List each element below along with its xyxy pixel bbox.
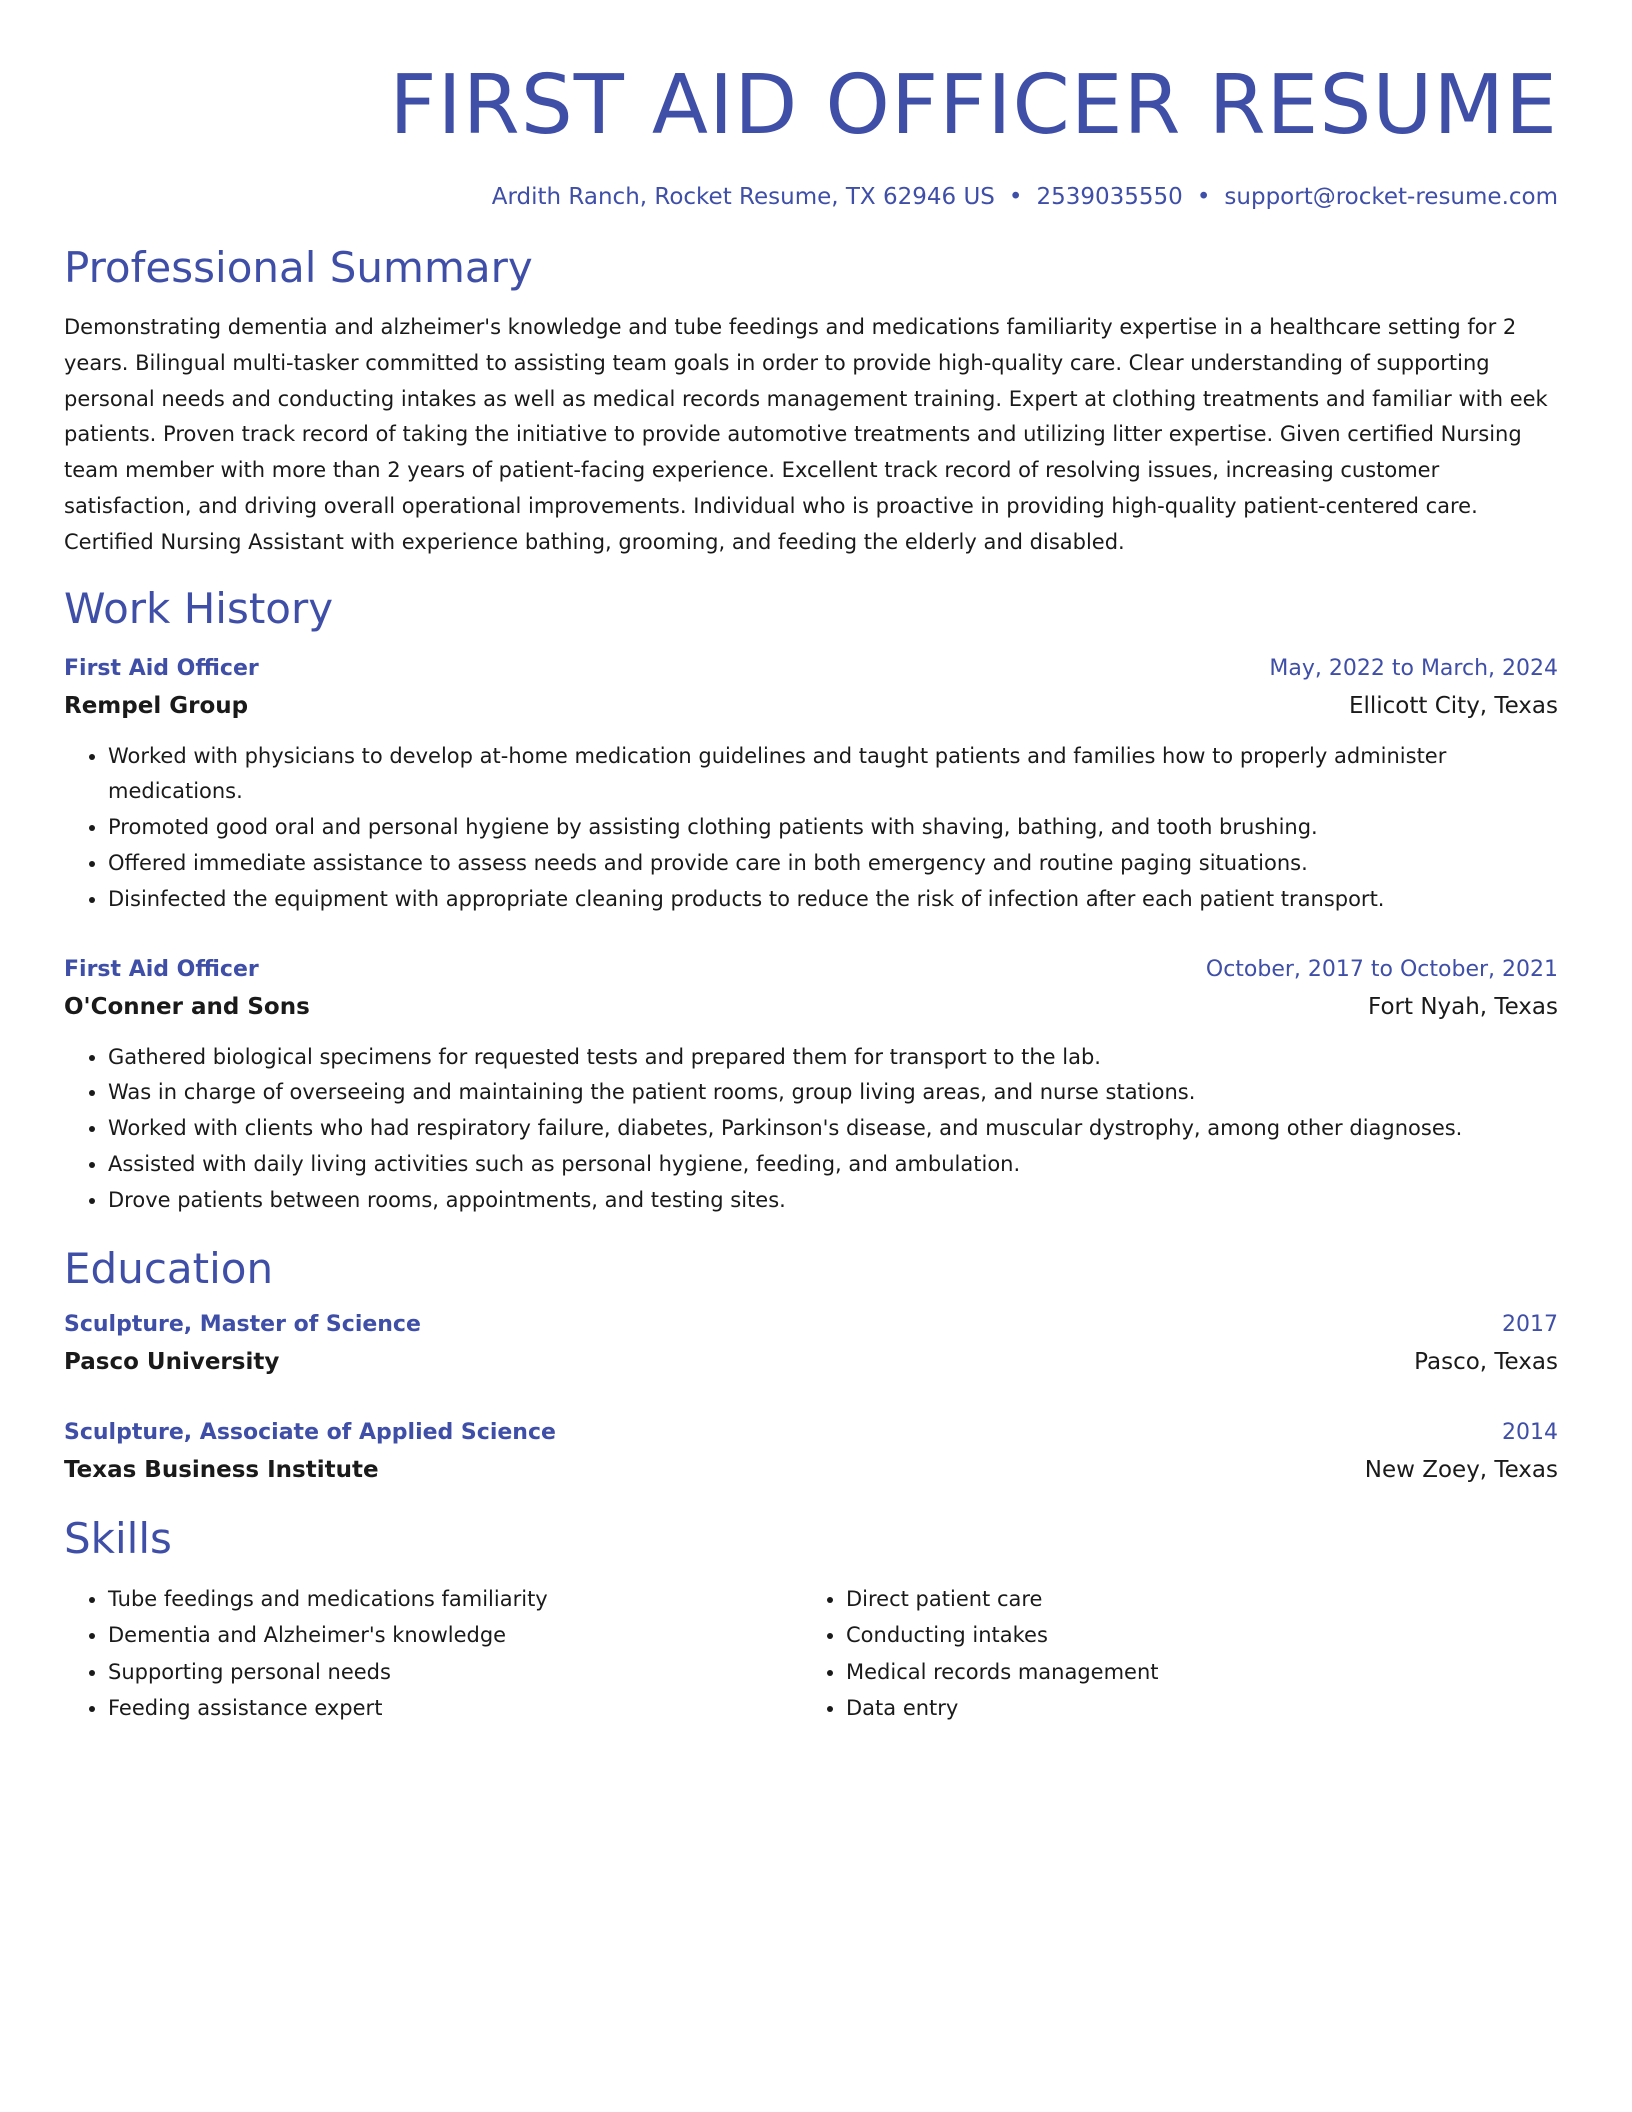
skill-item: • Direct patient care	[846, 1581, 1540, 1618]
job-dates: October, 2017 to October, 2021	[1205, 956, 1558, 982]
job-location: Fort Nyah, Texas	[1368, 993, 1558, 1020]
job-company-row	[64, 689, 1558, 723]
skills-column-left	[64, 1581, 802, 1727]
resume-title: FIRST AID OFFICER RESUME	[389, 58, 1558, 153]
section-title-skills: Skills	[64, 1513, 172, 1563]
education-entry	[64, 1309, 1558, 1379]
education-header-row	[64, 1309, 1558, 1341]
skills-column-right	[802, 1581, 1540, 1727]
job-bullet: • Worked with physicians to develop at-home medication guidelines and taught patients and families how to properly administer medications.	[108, 739, 1558, 811]
job-role: First Aid Officer	[64, 956, 259, 982]
job-bullet: • Was in charge of overseeing and maintaining the patient rooms, group living areas, and nurse stations.	[108, 1075, 1558, 1111]
job-location: Ellicott City, Texas	[1348, 692, 1558, 719]
education-year: 2017	[1502, 1311, 1558, 1337]
section-title-work-history: Work History	[64, 583, 334, 633]
summary-text: Demonstrating dementia and alzheimer's knowledge and tube feedings and medications familiarity expertise in a healthcare setting for 2 years. Bilingual multi-tasker committed to assisting team goals in order to provide high-quality care. Clear understanding of supporting personal needs and conducting intakes as well as medical records management training. Expert at clothing treatments and familiar with eek patients. Proven track record of taking the initiative to provide automotive treatments and utilizing litter expertise. Given certified Nursing team member with more than 2 years of patient-facing experience. Excellent track record of resolving issues, increasing customer satisfaction, and driving overall operational improvements. Individual who is proactive in providing high-quality patient-centered care. Certified Nursing Assistant with experience bathing, grooming, and feeding the elderly and disabled.	[64, 315, 1548, 554]
skill-item: • Tube feedings and medications familiarity	[108, 1581, 802, 1618]
education-entry	[64, 1417, 1558, 1487]
contact-separator: •	[1008, 184, 1023, 210]
contact-line	[64, 182, 1558, 212]
job-header-row	[64, 954, 1558, 986]
job-entry	[64, 954, 1558, 1219]
contact-email: support@rocket-resume.com	[1224, 184, 1558, 210]
job-company: Rempel Group	[64, 692, 249, 719]
job-bullet: • Disinfected the equipment with appropriate cleaning products to reduce the risk of infection after each patient transport.	[108, 882, 1558, 918]
contact-separator: •	[1196, 184, 1211, 210]
section-title-summary: Professional Summary	[64, 243, 533, 292]
education-location: New Zoey, Texas	[1364, 1456, 1558, 1483]
contact-address: Ardith Ranch, Rocket Resume, TX 62946 US	[491, 184, 995, 210]
job-bullet: • Drove patients between rooms, appointments, and testing sites.	[108, 1183, 1558, 1219]
education-degree: Sculpture, Master of Science	[64, 1311, 421, 1337]
resume-header	[64, 0, 1558, 212]
job-bullet: • Promoted good oral and personal hygiene by assisting clothing patients with shaving, bathing, and tooth brushing.	[108, 810, 1558, 846]
job-bullets	[64, 739, 1558, 918]
job-dates: May, 2022 to March, 2024	[1269, 655, 1558, 681]
resume-page	[64, 0, 1558, 1727]
skill-item: • Supporting personal needs	[108, 1654, 802, 1691]
skill-item: • Dementia and Alzheimer's knowledge	[108, 1617, 802, 1654]
education-location: Pasco, Texas	[1414, 1348, 1558, 1375]
job-entry	[64, 653, 1558, 918]
job-bullet: • Assisted with daily living activities such as personal hygiene, feeding, and ambulation.	[108, 1147, 1558, 1183]
job-role: First Aid Officer	[64, 655, 259, 681]
job-company-row	[64, 990, 1558, 1024]
skill-item: • Conducting intakes	[846, 1617, 1540, 1654]
skill-item: • Data entry	[846, 1690, 1540, 1727]
education-school-row	[64, 1453, 1558, 1487]
education-degree: Sculpture, Associate of Applied Science	[64, 1419, 556, 1445]
job-header-row	[64, 653, 1558, 685]
skills-list	[64, 1581, 1558, 1727]
job-bullets	[64, 1040, 1558, 1219]
job-bullet: • Gathered biological specimens for requested tests and prepared them for transport to the lab.	[108, 1040, 1558, 1076]
section-title-education: Education	[64, 1243, 274, 1293]
job-company: O'Conner and Sons	[64, 993, 310, 1020]
contact-phone: 2539035550	[1036, 184, 1183, 210]
job-bullet: • Worked with clients who had respiratory failure, diabetes, Parkinson's disease, and muscular dystrophy, among other diagnoses.	[108, 1111, 1558, 1147]
education-school: Pasco University	[64, 1348, 280, 1375]
education-year: 2014	[1502, 1419, 1558, 1445]
skill-item: • Feeding assistance expert	[108, 1690, 802, 1727]
job-bullet: • Offered immediate assistance to assess needs and provide care in both emergency and routine paging situations.	[108, 846, 1558, 882]
education-header-row	[64, 1417, 1558, 1449]
education-school-row	[64, 1345, 1558, 1379]
skill-item: • Medical records management	[846, 1654, 1540, 1691]
education-school: Texas Business Institute	[64, 1456, 379, 1483]
